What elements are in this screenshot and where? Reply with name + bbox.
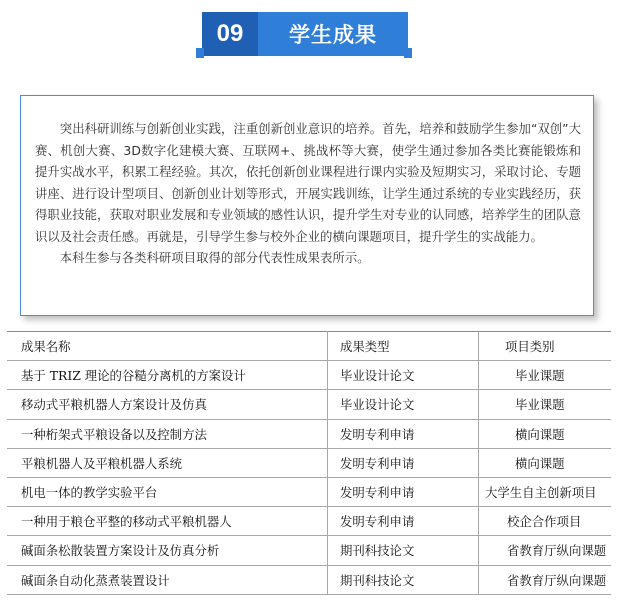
cell-result-name: 移动式平粮机器人方案设计及仿真 [7,390,328,419]
cell-project-category: 横向课题 [479,419,612,448]
section-badge [202,12,408,56]
cell-result-type: 发明专利申请 [328,507,479,536]
table-row [7,536,611,565]
cell-project-category: 毕业课题 [479,390,612,419]
cell-result-name: 一种桁架式平粮设备以及控制方法 [7,419,328,448]
cell-result-name: 基于 TRIZ 理论的谷糙分离机的方案设计 [7,361,328,390]
table-row [7,507,611,536]
cell-result-type: 发明专利申请 [328,448,479,477]
section-number: 09 [202,12,258,56]
table-row [7,477,611,506]
header-project-category: 项目类别 [479,332,612,361]
results-table [7,331,611,595]
cell-result-type: 毕业设计论文 [328,390,479,419]
cell-project-category: 省教育厅纵向课题 [479,565,612,594]
cell-result-type: 发明专利申请 [328,419,479,448]
cell-project-category: 校企合作项目 [479,507,612,536]
cell-project-category: 省教育厅纵向课题 [479,536,612,565]
intro-paragraph: 突出科研训练与创新创业实践，注重创新创业意识的培养。首先，培养和鼓励学生参加“双创”大赛、机创大赛、3D数字化建模大赛、互联网+、挑战杯等大赛，使学生通过参加各类比赛能锻炼和提升实战水平，积累工程经验。其次，依托创新创业课程进行课内实验及短期实习，采取讨论、专题讲座、进行设计型项目、创新创业计划等形式，开展实践训练，让学生通过系统的专业实践经历，获得职业技能，获取对职业发展和专业领域的感性认识，提升学生对专业的认同感，培养学生的团队意识以及社会责任感。再就是，引导学生参与校外企业的横向课题项目，提升学生的实战能力。 [35,121,581,244]
badge-accent-right [404,48,412,58]
table-header-row [7,332,611,361]
cell-result-type: 期刊科技论文 [328,536,479,565]
cell-result-name: 平粮机器人及平粮机器人系统 [7,448,328,477]
header-result-name: 成果名称 [7,332,328,361]
cell-result-name: 一种用于粮仓平整的移动式平粮机器人 [7,507,328,536]
cell-result-type: 发明专利申请 [328,477,479,506]
table-row [7,419,611,448]
cell-project-category: 毕业课题 [479,361,612,390]
table-row [7,390,611,419]
cell-result-type: 期刊科技论文 [328,565,479,594]
intro-paragraph-2: 本科生参与各类科研项目取得的部分代表性成果表所示。 [59,250,370,265]
cell-result-name: 机电一体的教学实验平台 [7,477,328,506]
header-result-type: 成果类型 [328,332,479,361]
intro-box [20,95,594,316]
section-title: 学生成果 [258,12,408,56]
table-row [7,448,611,477]
cell-result-name: 碱面条松散装置方案设计及仿真分析 [7,536,328,565]
table-row [7,361,611,390]
cell-result-type: 毕业设计论文 [328,361,479,390]
badge-accent-left [196,48,204,58]
cell-project-category: 大学生自主创新项目 [479,477,612,506]
cell-result-name: 碱面条自动化蒸煮装置设计 [7,565,328,594]
table-row [7,565,611,594]
cell-project-category: 横向课题 [479,448,612,477]
